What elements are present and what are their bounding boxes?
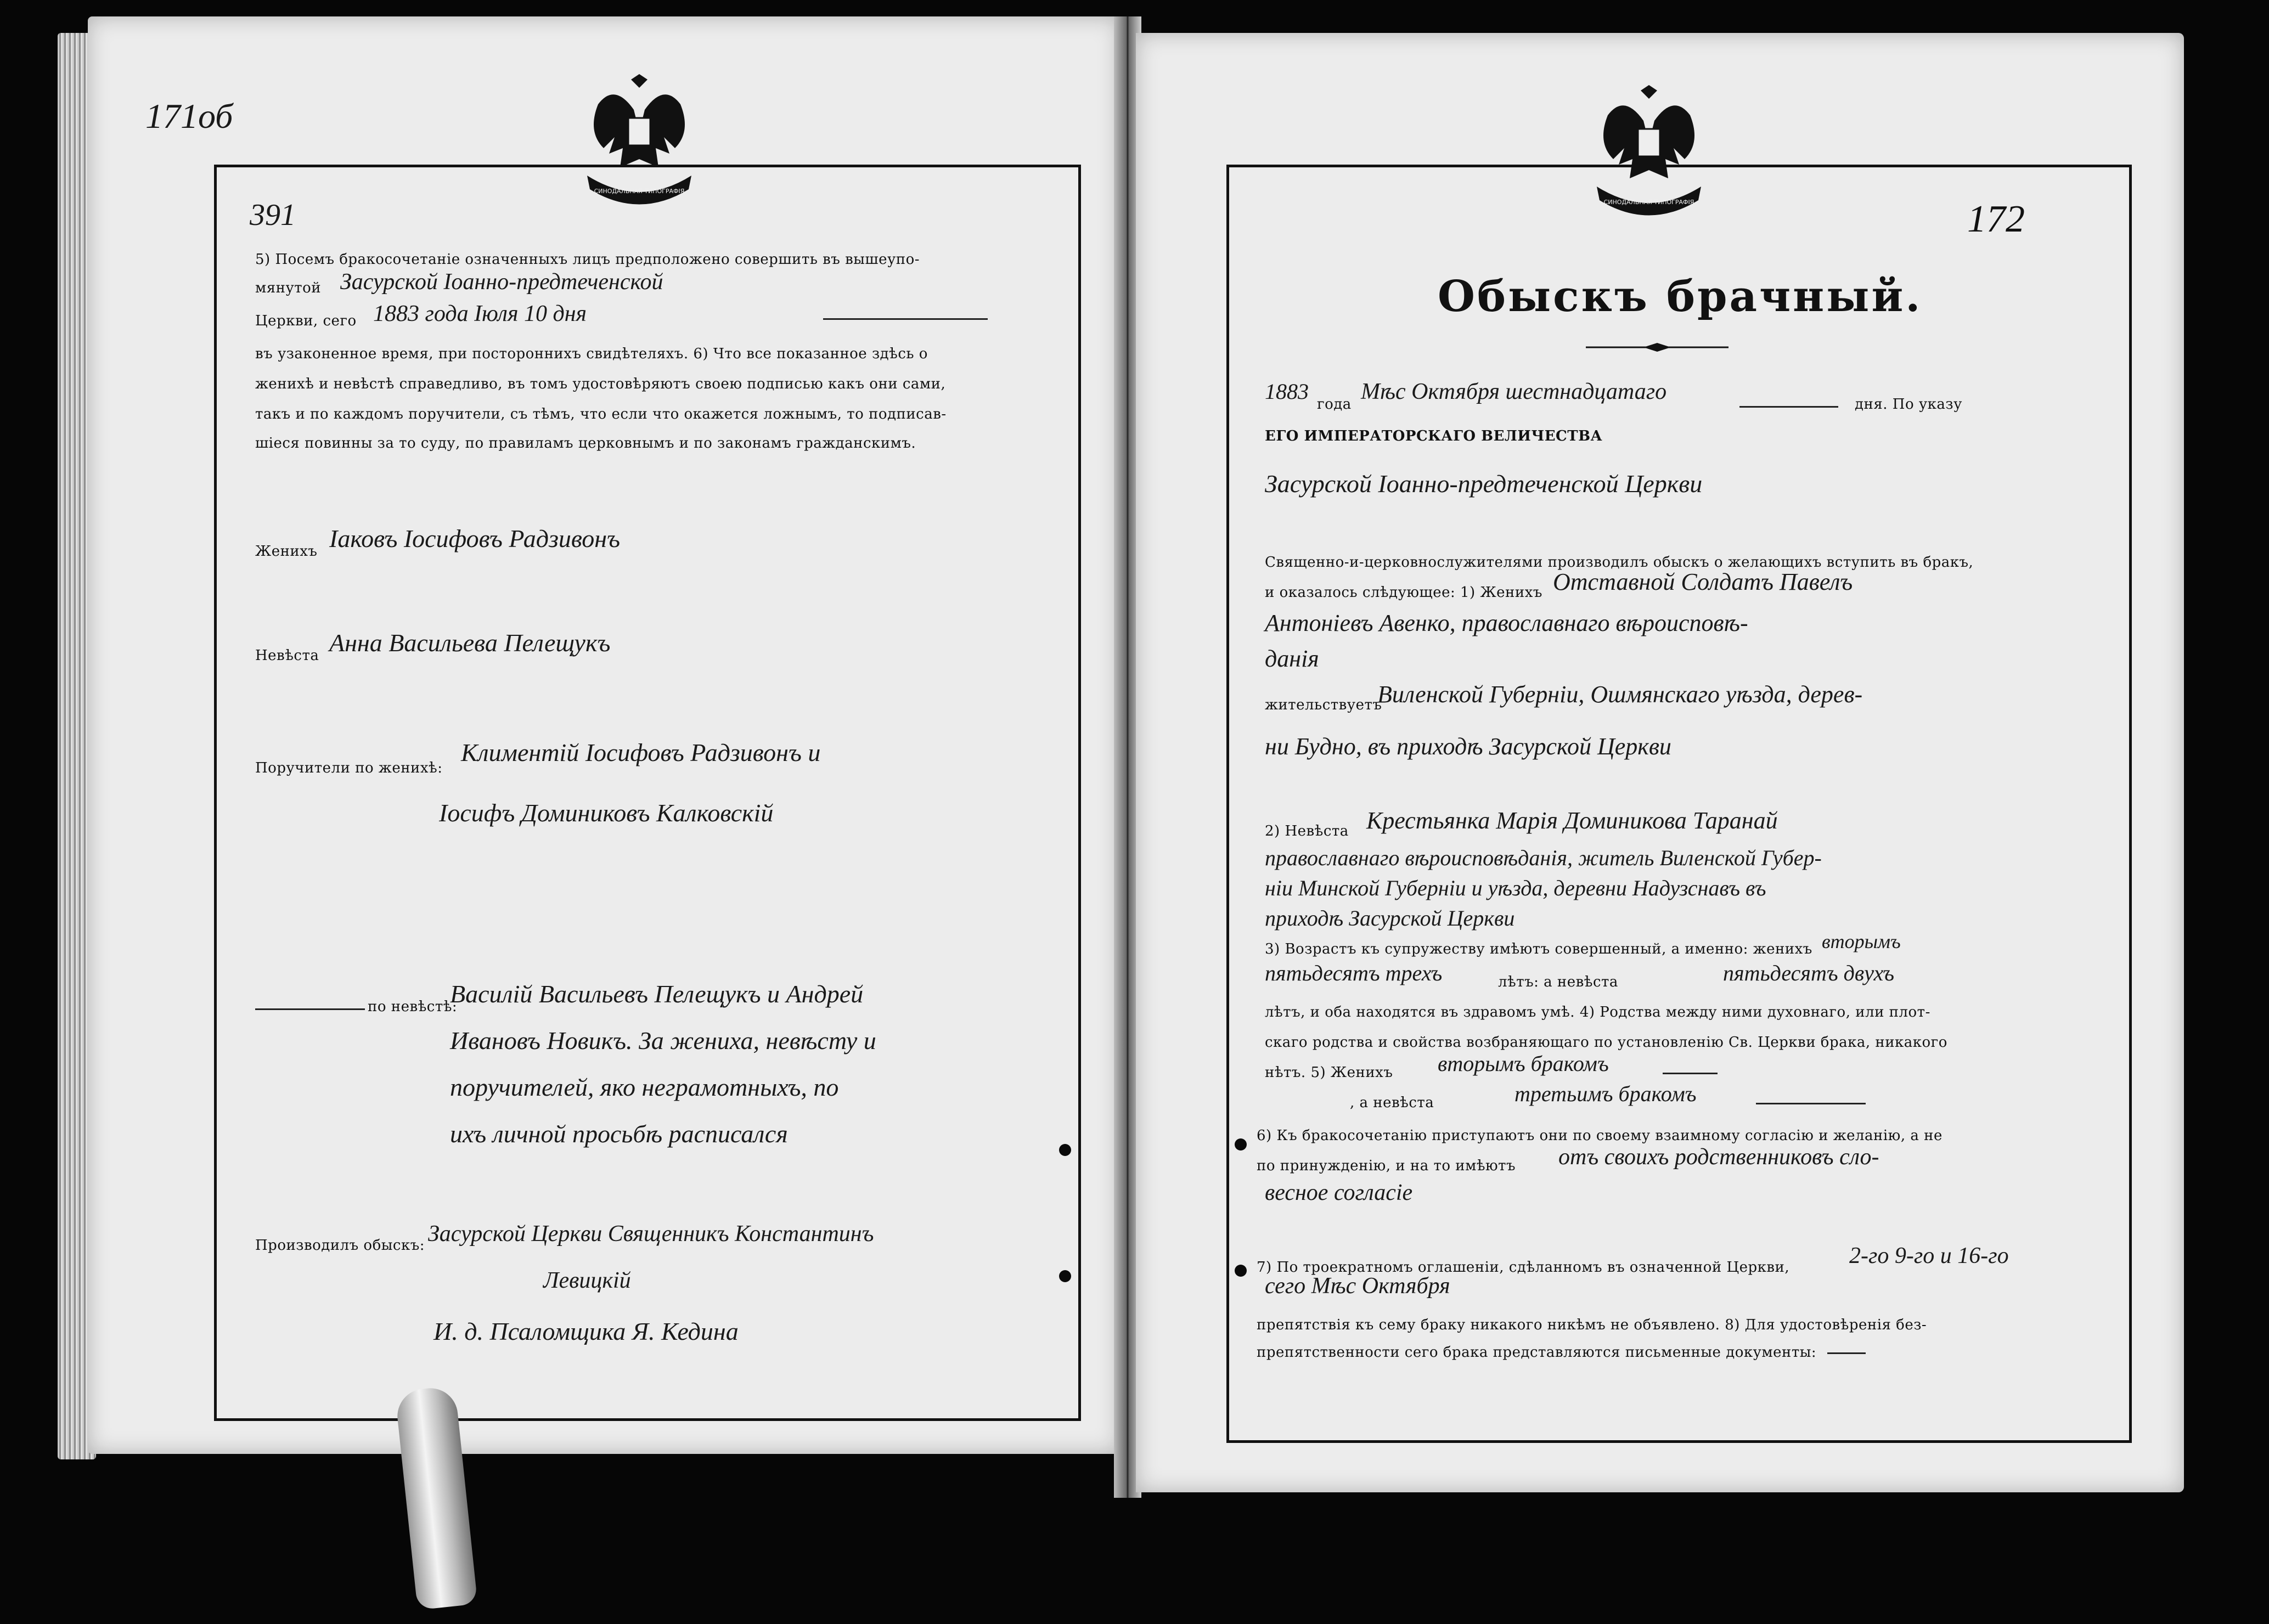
bride-line-3: ніи Минской Губерніи и уѣзда, деревни Надузснавъ въ [1265, 876, 1766, 900]
print-line-1-tail: дня. По указу [1855, 396, 1962, 413]
hand-groom-line-1: Отставной Солдатъ Павелъ [1553, 568, 1853, 595]
page-number: 172 [1967, 198, 2025, 240]
age-print-5: нѣтъ. 5) Женихъ [1265, 1064, 1393, 1081]
double-headed-eagle-emblem-icon [565, 71, 713, 214]
bride-label: 2) Невѣста [1265, 823, 1349, 839]
banns-hand-1: 2-го 9-го и 16-го [1849, 1243, 2009, 1268]
emblem-banner-text: СИНОДАЛЬНАЯ ТИПОГРАФІЯ [1603, 199, 1694, 206]
document-title: Обыскъ брачный. [1438, 272, 1923, 322]
hand-church-name: Засурской Іоанно-предтеченской [340, 269, 663, 295]
bride-label: Невѣста [255, 647, 319, 664]
binding-hole [1059, 1144, 1071, 1156]
print-line-5: и оказалось слѣдующее: 1) Женихъ [1265, 584, 1542, 601]
age-print-6: , а невѣста [1350, 1095, 1434, 1111]
age-print-1: 3) Возрастъ къ супружеству имѣютъ совершенный, а именно: женихъ [1265, 941, 1812, 957]
residence-label: жительствуетъ [1265, 697, 1382, 713]
binding-hole [1235, 1138, 1247, 1151]
age-hand-3: пятьдесятъ двухъ [1723, 961, 1894, 985]
conducted-line-3: И. д. Псаломщика Я. Кедина [433, 1317, 739, 1345]
age-hand-1: вторымъ [1822, 931, 1901, 952]
groom-guarantors-line-1: Климентій Іосифовъ Радзивонъ и [461, 738, 821, 766]
consent-hand-1: отъ своихъ родственниковъ сло- [1558, 1144, 1879, 1170]
title-ornament-icon [1586, 343, 1729, 352]
folio-mark: 171об [145, 97, 233, 136]
filler-dash [823, 318, 988, 320]
emblem-banner-text: СИНОДАЛЬНАЯ ТИПОГРАФІЯ [594, 188, 685, 195]
filler-dash [1756, 1103, 1866, 1104]
bride-line-4: приходѣ Засурской Церкви [1265, 906, 1515, 931]
print-year-label: года [1317, 396, 1352, 413]
filler-dash [255, 1008, 365, 1010]
conducted-line-1: Засурской Церкви Священникъ Константинъ [428, 1221, 874, 1247]
bride-guarantors-line-3: поручителей, яко неграмотныхъ, по [450, 1073, 839, 1101]
printed-line-1: 5) Посемъ бракосочетаніе означенныхъ лицъ предположено совершить въ вышеупо- [255, 251, 920, 268]
bride-guarantors-line-1: Василій Васильевъ Пелещукъ и Андрей [450, 980, 864, 1008]
bride-guarantors-label: по невѣстѣ: [368, 999, 458, 1015]
consent-print-2: по принужденію, и на то имѣютъ [1257, 1158, 1516, 1174]
age-hand-5: третьимъ бракомъ [1514, 1081, 1697, 1106]
hand-date: 1883 года Іюля 10 дня [373, 301, 587, 326]
hand-groom-line-2: Антоніевъ Авенко, православнаго вѣроисповѣ- [1265, 610, 1748, 636]
groom-guarantors-label: Поручители по женихѣ: [255, 760, 443, 776]
printed-line-3: Церкви, сего [255, 313, 357, 329]
filler-dash [1663, 1073, 1718, 1074]
printed-line-5: женихѣ и невѣстѣ справедливо, въ томъ удостовѣряютъ своею подписью какъ они сами, [255, 376, 946, 392]
printed-line-4: въ узаконенное время, при постороннихъ свидѣтеляхъ. 6) Что все показанное здѣсь о [255, 346, 928, 362]
conducted-line-2: Левицкій [543, 1268, 631, 1293]
groom-guarantors-line-2: Іосифъ Доминиковъ Калковскій [439, 799, 774, 827]
printed-line-7: шіеся повинны за то суду, по правиламъ церковнымъ и по законамъ гражданскимъ. [255, 435, 916, 452]
filler-dash [1827, 1352, 1866, 1354]
residence-line-2: ни Будно, въ приходѣ Засурской Церкви [1265, 733, 1671, 760]
banns-hand-2: сего Мѣс Октября [1265, 1273, 1450, 1299]
hand-date: Мѣс Октября шестнадцатаго [1361, 379, 1667, 404]
bride-guarantors-line-4: ихъ личной просьбѣ расписался [450, 1120, 788, 1148]
print-imperial-line: ЕГО ИМПЕРАТОРСКАГО ВЕЛИЧЕСТВА [1265, 428, 1603, 444]
binding-hole [1059, 1270, 1071, 1282]
printed-line-2: мянутой [255, 280, 322, 296]
groom-label: Женихъ [255, 543, 318, 560]
age-print-2: лѣтъ: а невѣста [1498, 974, 1618, 990]
bride-line-1: Крестьянка Марія Доминикова Таранай [1366, 807, 1778, 834]
banns-print-3: препятственности сего брака представляются письменные документы: [1257, 1344, 1817, 1361]
double-headed-eagle-emblem-icon [1575, 82, 1723, 225]
banns-print-1: 7) По троекратномъ оглашеніи, сдѣланномъ въ означенной Церкви, [1257, 1259, 1790, 1276]
printed-line-6: такъ и по каждомъ поручители, съ тѣмъ, что если что окажется ложнымъ, то подписав- [255, 406, 947, 422]
bride-line-2: православнаго вѣроисповѣданія, житель Виленской Губер- [1265, 845, 1822, 870]
consent-hand-2: весное согласіе [1265, 1180, 1413, 1205]
residence-line-1: Виленской Губерніи, Ошмянскаго уѣзда, дерев- [1377, 681, 1863, 708]
groom-value: Іаковъ Іосифовъ Радзивонъ [329, 525, 620, 552]
binding-hole [1235, 1265, 1247, 1277]
banns-print-2: препятствія къ сему браку никакого никѣмъ не объявлено. 8) Для удостовѣренія без- [1257, 1317, 1927, 1333]
bride-value: Анна Васильева Пелещукъ [329, 629, 611, 657]
age-hand-4: вторымъ бракомъ [1438, 1051, 1609, 1076]
consent-print-1: 6) Къ бракосочетанію приступаютъ они по своему взаимному согласію и желанію, а не [1257, 1127, 1943, 1144]
age-print-4: скаго родства и свойства возбраняющаго по установленію Св. Церкви брака, никакого [1265, 1034, 1947, 1051]
conducted-label: Производилъ обыскъ: [255, 1237, 425, 1254]
bride-guarantors-line-2: Ивановъ Новикъ. За жениха, невѣсту и [450, 1027, 876, 1055]
age-hand-2: пятьдесятъ трехъ [1265, 961, 1443, 985]
margin-mark: 391 [250, 198, 296, 232]
hand-church: Засурской Іоанно-предтеченской Церкви [1265, 470, 1703, 498]
age-print-3: лѣтъ, и оба находятся въ здравомъ умѣ. 4) Родства между ними духовнаго, или плот- [1265, 1004, 1930, 1020]
hand-groom-line-3: данія [1265, 645, 1319, 672]
hand-year: 1883 [1265, 379, 1309, 404]
filler-dash [1739, 406, 1838, 408]
print-line-4: Священно-и-церковнослужителями производилъ обыскъ о желающихъ вступить въ бракъ, [1265, 554, 1974, 571]
